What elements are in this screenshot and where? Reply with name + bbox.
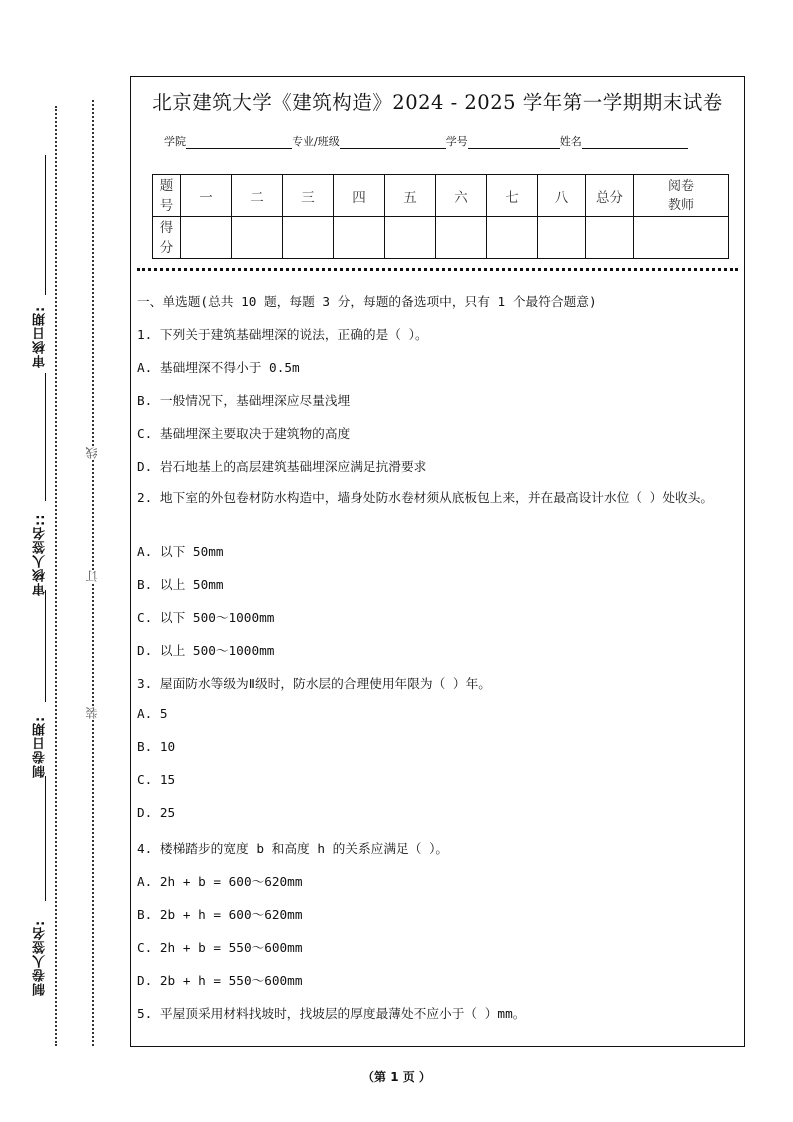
question-4-option-b[interactable]: B. 2b + h = 600～620mm xyxy=(137,907,303,922)
question-1-option-c[interactable]: C. 基础埋深主要取决于建筑物的高度 xyxy=(137,426,351,441)
question-2-option-b[interactable]: B. 以上 50mm xyxy=(137,577,224,592)
name-field[interactable] xyxy=(582,136,688,149)
question-5-stem: 5. 平屋顶采用材料找坡时，找坡层的厚度最薄处不应小于（ ）mm。 xyxy=(137,1006,526,1021)
col-header-grader xyxy=(634,175,729,217)
maker-date-line[interactable] xyxy=(45,590,46,702)
score-cell-5[interactable] xyxy=(385,217,436,259)
col-header: 七 xyxy=(487,175,538,217)
question-3-option-d[interactable]: D. 25 xyxy=(137,805,176,820)
score-cell-7[interactable] xyxy=(487,217,538,259)
outer-dotted-line xyxy=(55,106,57,1046)
question-3-option-a[interactable]: A. 5 xyxy=(137,706,168,721)
question-2-stem: 2. 地下室的外包卷材防水构造中，墙身处防水卷材须从底板包上来，并在最高设计水位（ ）处收头。 xyxy=(137,490,714,505)
bind-char-line: 线 xyxy=(85,447,99,459)
row-header-score xyxy=(153,217,181,259)
score-table xyxy=(152,174,729,259)
question-1-option-a[interactable]: A. 基础埋深不得小于 0.5m xyxy=(137,360,300,375)
grader-line-2: 教师 xyxy=(667,197,694,213)
maker-sign-label: 制卷人签名: xyxy=(33,919,48,996)
page-number: （第 1 页 ） xyxy=(362,1070,431,1084)
score-cell-6[interactable] xyxy=(436,217,487,259)
name-label: 姓名 xyxy=(559,135,582,148)
section-heading: 一、单选题(总共 10 题，每题 3 分，每题的备选项中，只有 1 个最符合题意) xyxy=(137,294,597,309)
score-table-score-row xyxy=(153,217,729,259)
question-2-option-a[interactable]: A. 以下 50mm xyxy=(137,544,224,559)
question-1-option-b[interactable]: B. 一般情况下，基础埋深应尽量浅埋 xyxy=(137,393,351,408)
row-header-question-no xyxy=(153,175,181,217)
student-id-field[interactable] xyxy=(468,136,560,149)
bind-char-staple: 订 xyxy=(85,570,99,582)
question-2-option-c[interactable]: C. 以下 500～1000mm xyxy=(137,610,275,625)
section-divider xyxy=(137,268,738,271)
question-1-option-d[interactable]: D. 岩石地基上的高层建筑基础埋深应满足抗滑要求 xyxy=(137,459,427,474)
col-header: 八 xyxy=(538,175,586,217)
exam-page-frame xyxy=(130,76,745,1047)
question-4-stem: 4. 楼梯踏步的宽度 b 和高度 h 的关系应满足（ ）。 xyxy=(137,841,449,856)
col-header: 五 xyxy=(385,175,436,217)
col-header: 二 xyxy=(232,175,283,217)
student-id-label: 学号 xyxy=(445,135,468,148)
question-4-option-c[interactable]: C. 2h + b = 550～600mm xyxy=(137,940,303,955)
maker-date-label: 制卷日期: xyxy=(33,715,48,778)
exam-title: 北京建筑大学《建筑构造》2024 - 2025 学年第一学期期末试卷 xyxy=(152,91,723,114)
student-info-row xyxy=(164,133,688,149)
col-header-total: 总分 xyxy=(586,175,634,217)
score-table-header-row xyxy=(153,175,729,217)
maker-sign-line[interactable] xyxy=(45,776,46,901)
reviewer-date-line[interactable] xyxy=(45,155,46,295)
score-cell-3[interactable] xyxy=(283,217,334,259)
col-header: 三 xyxy=(283,175,334,217)
question-1-stem: 1. 下列关于建筑基础埋深的说法，正确的是（ ）。 xyxy=(137,327,428,342)
question-3-stem: 3. 屋面防水等级为Ⅱ级时，防水层的合理使用年限为（ ）年。 xyxy=(137,676,491,691)
reviewer-sign-line[interactable] xyxy=(45,373,46,501)
bind-char-bind: 装 xyxy=(85,707,99,719)
major-class-field[interactable] xyxy=(340,136,446,149)
question-4-option-d[interactable]: D. 2b + h = 550～600mm xyxy=(137,973,303,988)
score-cell-2[interactable] xyxy=(232,217,283,259)
col-header: 一 xyxy=(181,175,232,217)
score-cell-total[interactable] xyxy=(586,217,634,259)
major-class-label: 专业/班级 xyxy=(292,135,340,148)
college-label: 学院 xyxy=(164,135,186,148)
row-header-label: 得分 xyxy=(159,219,174,256)
question-3-option-b[interactable]: B. 10 xyxy=(137,739,176,754)
question-4-option-a[interactable]: A. 2h + b = 600～620mm xyxy=(137,874,303,889)
score-cell-8[interactable] xyxy=(538,217,586,259)
question-2-option-d[interactable]: D. 以上 500～1000mm xyxy=(137,643,275,658)
reviewer-sign-label: 审核人签名:: xyxy=(33,513,48,596)
grader-line-1: 阅卷 xyxy=(667,178,694,194)
col-header: 四 xyxy=(334,175,385,217)
question-3-option-c[interactable]: C. 15 xyxy=(137,772,176,787)
score-cell-1[interactable] xyxy=(181,217,232,259)
row-header-label: 题号 xyxy=(159,177,174,214)
reviewer-date-label: 审核日期: xyxy=(33,305,48,368)
score-cell-grader[interactable] xyxy=(634,217,729,259)
college-field[interactable] xyxy=(186,136,292,149)
score-cell-4[interactable] xyxy=(334,217,385,259)
col-header: 六 xyxy=(436,175,487,217)
